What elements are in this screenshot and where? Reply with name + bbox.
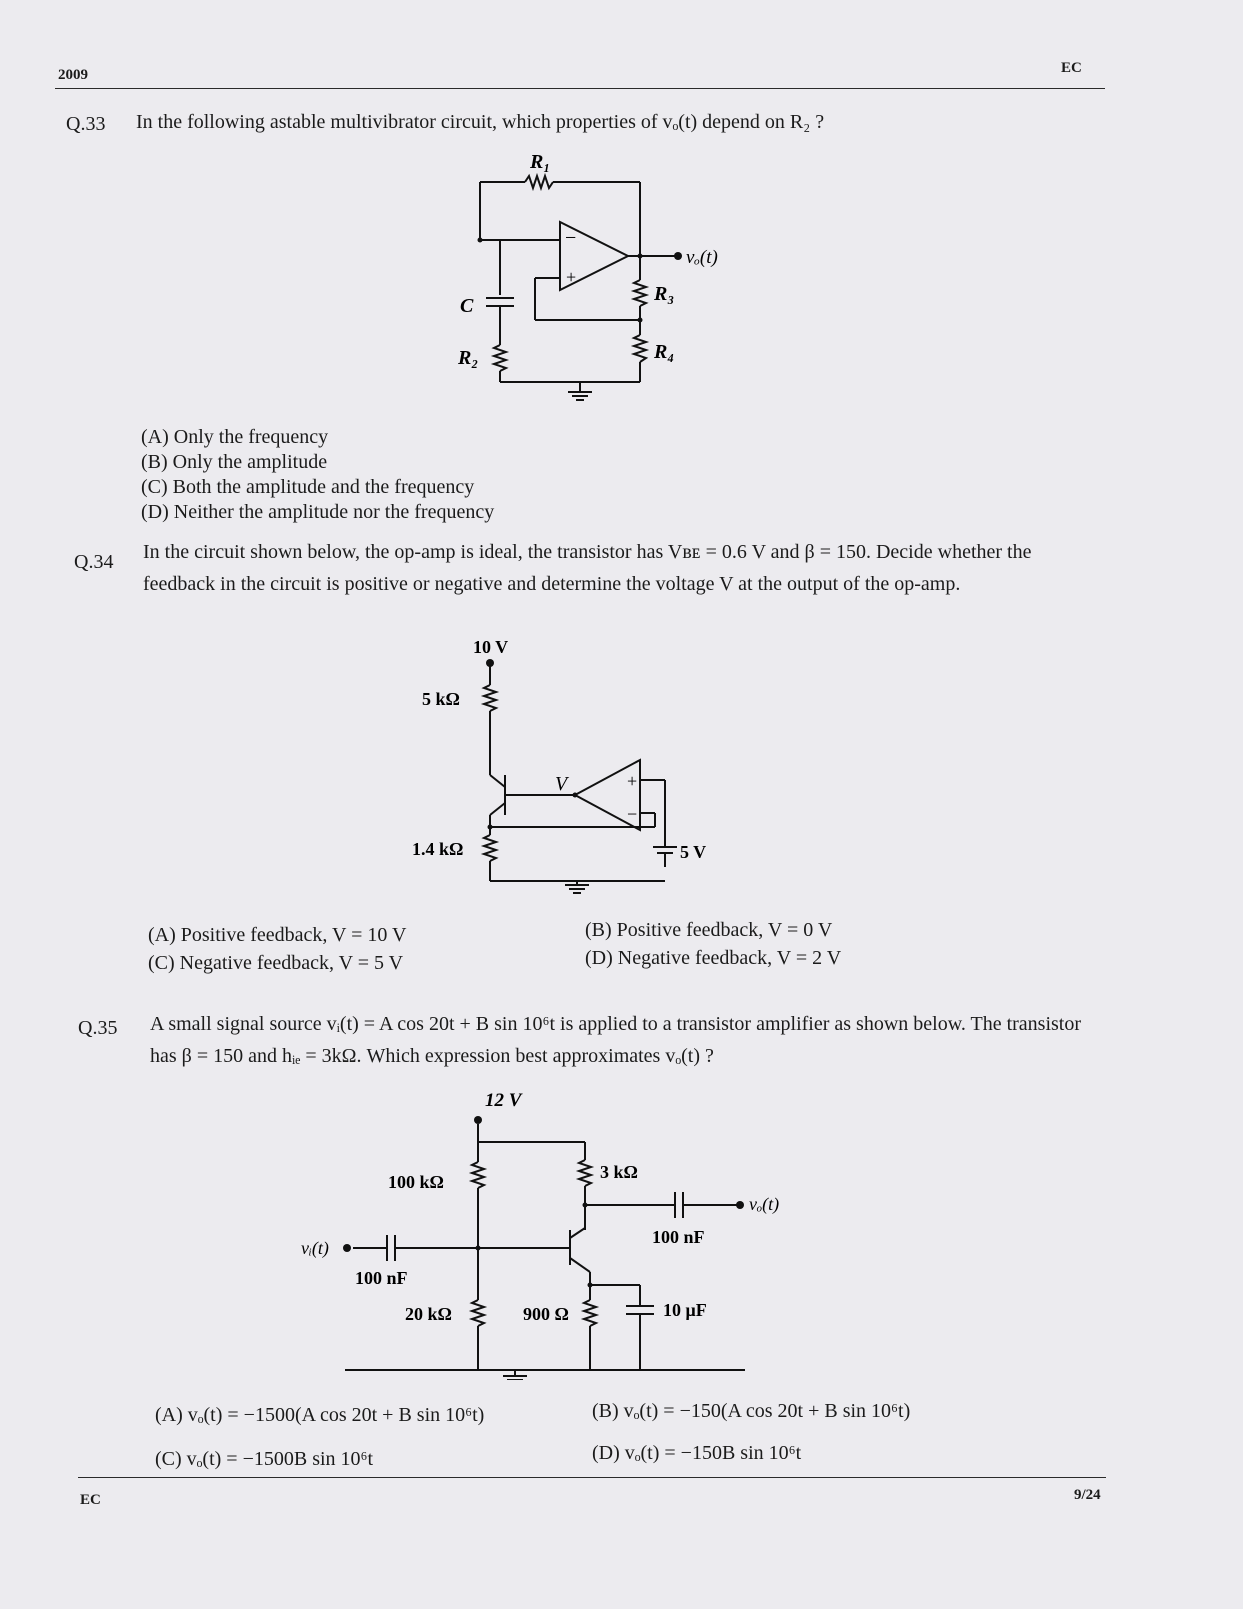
q33-label-vo: vₒ(t)	[686, 247, 718, 268]
footer-paper-code: EC	[80, 1492, 101, 1508]
q34-label-v: V	[555, 773, 568, 795]
q34-text: In the circuit shown below, the op-amp is ideal, the transistor has Vʙᴇ = 0.6 V and β = 150. Decide whether the feedback in the circuit is positive or negative and determine the voltage V at the output of the op-amp.	[143, 541, 1032, 595]
q35-label-r2: 20 kΩ	[405, 1304, 452, 1324]
q35-number: Q.35	[78, 1017, 118, 1039]
q34-label-vcc: 10 V	[473, 637, 509, 657]
q35-label-ce: 10 μF	[663, 1300, 707, 1320]
q35-option-a[interactable]: (A) vₒ(t) = −1500(A cos 20t + B sin 10⁶t)	[155, 1404, 485, 1426]
q33-label-c: C	[460, 295, 474, 317]
q34-label-re: 1.4 kΩ	[412, 839, 464, 859]
q35-text: A small signal source vᵢ(t) = A cos 20t + B sin 10⁶t is applied to a transistor amplifier as shown below. The transistor has β = 150 and hᵢₑ = 3kΩ. Which expression best approximates vₒ(t) ?	[150, 1013, 1082, 1067]
q34-label-rc: 5 kΩ	[422, 689, 460, 709]
q35-option-c[interactable]: (C) vₒ(t) = −1500B sin 10⁶t	[155, 1448, 374, 1470]
header-paper-code: EC	[1061, 60, 1082, 76]
footer-page-number: 9/24	[1074, 1487, 1101, 1503]
q34-label-minus: −	[627, 804, 638, 824]
q33-label-r3: R₃	[654, 283, 675, 305]
q35-option-b[interactable]: (B) vₒ(t) = −150(A cos 20t + B sin 10⁶t)	[592, 1400, 911, 1422]
q35-label-cout: 100 nF	[652, 1227, 705, 1247]
q35-label-re: 900 Ω	[523, 1304, 569, 1324]
q33-circuit-diagram	[430, 140, 730, 405]
q33-option-d[interactable]: (D) Neither the amplitude nor the frequency	[141, 501, 495, 523]
q34-label-vref: 5 V	[680, 842, 707, 862]
q35-option-d[interactable]: (D) vₒ(t) = −150B sin 10⁶t	[592, 1442, 802, 1464]
q33-label-r2: R₂	[458, 347, 479, 369]
q34-option-d[interactable]: (D) Negative feedback, V = 2 V	[585, 947, 842, 969]
q35-label-vi: vᵢ(t)	[301, 1238, 329, 1258]
q34-number: Q.34	[74, 551, 114, 573]
q33-option-b[interactable]: (B) Only the amplitude	[141, 451, 328, 473]
q34-option-c[interactable]: (C) Negative feedback, V = 5 V	[148, 952, 404, 974]
q35-label-r1: 100 kΩ	[388, 1172, 444, 1192]
footer-rule	[78, 1477, 1106, 1478]
q35-label-vcc: 12 V	[485, 1090, 522, 1111]
q34-label-plus: +	[627, 771, 638, 791]
q33-label-r4: R₄	[654, 341, 675, 363]
q35-label-vo: vₒ(t)	[749, 1194, 780, 1214]
q35-label-cin: 100 nF	[355, 1268, 408, 1288]
q33-option-c[interactable]: (C) Both the amplitude and the frequency	[141, 476, 475, 498]
q33-label-r1: R₁	[530, 151, 551, 173]
q33-text: In the following astable multivibrator circuit, which properties of vₒ(t) depend on R₂ ?	[136, 111, 825, 133]
q34-circuit-diagram	[405, 635, 715, 895]
header-year: 2009	[58, 67, 88, 83]
q34-option-b[interactable]: (B) Positive feedback, V = 0 V	[585, 919, 833, 941]
q33-label-minus: −	[565, 227, 577, 249]
q33-option-a[interactable]: (A) Only the frequency	[141, 426, 329, 448]
header-rule	[55, 88, 1105, 89]
q33-number: Q.33	[66, 113, 106, 135]
q33-label-plus: +	[566, 267, 577, 287]
q35-label-rc: 3 kΩ	[600, 1162, 638, 1182]
q35-circuit-diagram	[245, 1080, 785, 1380]
q34-option-a[interactable]: (A) Positive feedback, V = 10 V	[148, 924, 407, 946]
